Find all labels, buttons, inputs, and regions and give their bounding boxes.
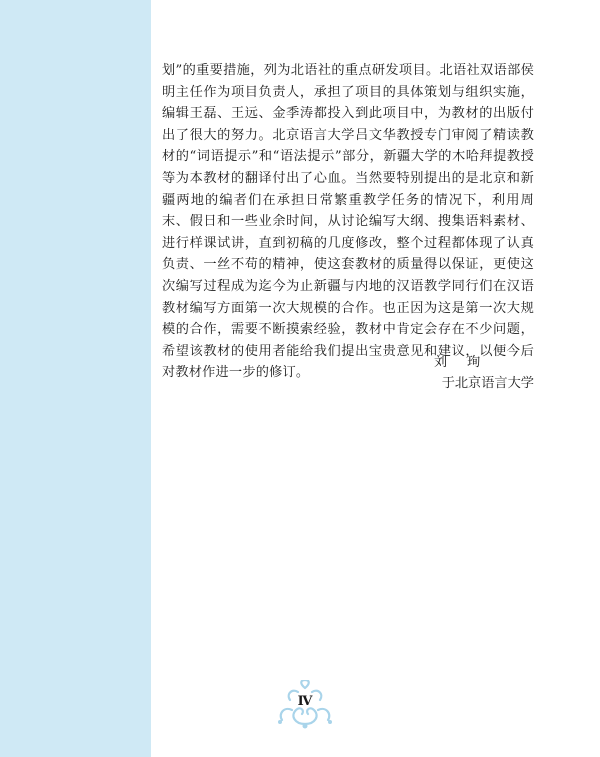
author-location: 于北京语言大学 [441,376,534,391]
preface-paragraph: 划”的重要措施，列为北语社的重点研发项目。北语社双语部侯明主任作为项目负责人，承担了项目的具体策划与组织实施，编辑王磊、王远、金季涛都投入到此项目中，为教材的出版付出了很大的努力。北京语言大学吕文华教授专门审阅了精读教材的“词语提示”和“语法提示”部分，新疆大学的木哈拜提教授等为本教材的翻译付出了心血。当然要特别提出的是北京和新疆两地的编者们在承担日常繁重教学任务的情况下，利用周末、假日和一些业余时间，从讨论编写大纲、搜集语料素材、进行样课试讲，直到初稿的几度修改，整个过程都体现了认真负责、一丝不苟的精神，使这套教材的质量得以保证，更使这次编写过程成为迄今为止新疆与内地的汉语教学同行们在汉语教材编写方面第一次大规模的合作。也正因为这是第一次大规模的合作，需要不断摸索经验，教材中肯定会存在不少问题，希望该教材的使用者能给我们提出宝贵意见和建议，以便今后对教材作进一步的修订。 [162,63,534,381]
preface-body [162,60,534,384]
author-name: 刘珣 [434,355,501,370]
page-number: Ⅳ [297,694,313,709]
signature-block [394,352,534,394]
decorative-side-band [0,0,151,757]
page-number-ornament [270,680,340,730]
